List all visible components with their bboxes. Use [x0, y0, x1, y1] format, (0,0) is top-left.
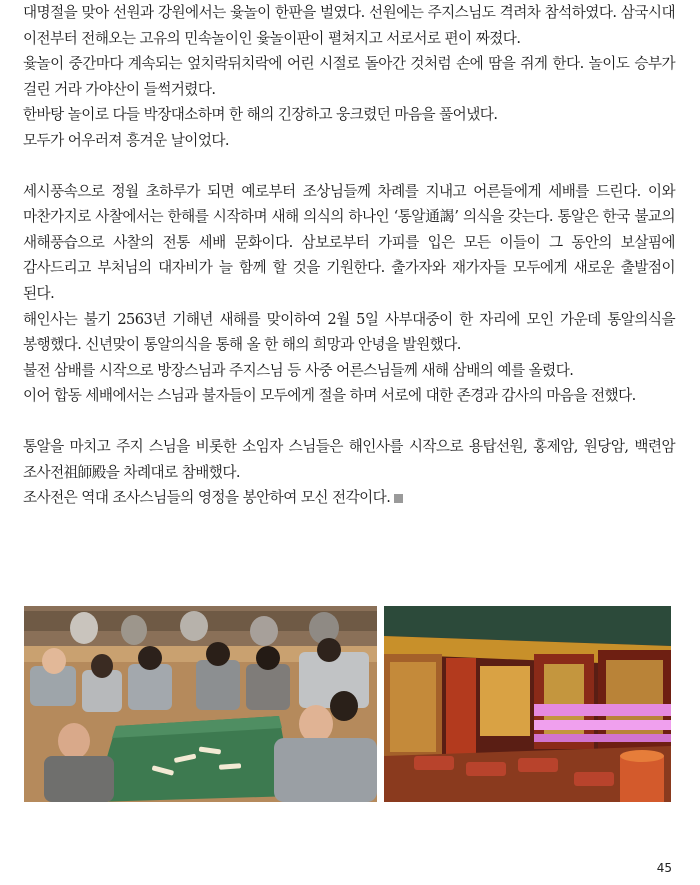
text-line: 해인사는 불기 2563년 기해년 새해를 맞이하여 2월 5일 사부대중이 한 자리에 모인 가운데 통알의식을 봉행했다. 신년맞이 통알의식을 통해 올 한 해의 희망과 안녕을 발원했다.	[23, 310, 675, 354]
text-line: 이어 합동 세배에서는 스님과 불자들이 모두에게 절을 하며 서로에 대한 존경과 감사의 마음을 전했다.	[23, 387, 636, 405]
article-body	[23, 0, 675, 511]
text-line: 한바탕 놀이로 다들 박장대소하며 한 해의 긴장하고 웅크렸던 마음을 풀어냈다.	[23, 106, 498, 124]
paragraph-tongal	[23, 179, 675, 409]
page-number: 45	[656, 861, 672, 875]
photo-yunnori-illustration	[24, 606, 377, 802]
photo-temple-hall	[384, 606, 671, 802]
text-line: 모두가 어우러져 흥겨운 날이었다.	[23, 131, 230, 149]
photo-yunnori-game	[24, 606, 377, 802]
text-line	[23, 485, 675, 511]
paragraph-yunnori	[23, 0, 675, 154]
text-line: 통알을 마치고 주지 스님을 비롯한 소임자 스님들은 해인사를 시작으로 용탑선원, 홍제암, 원당암, 백련암 조사전祖師殿을 차례대로 참배했다.	[23, 437, 675, 481]
photo-temple-illustration	[384, 606, 671, 802]
text-line: 불전 삼배를 시작으로 방장스님과 주지스님 등 사중 어른스님들께 새해 삼배의 예를 올렸다.	[23, 361, 574, 379]
text-line: 대명절을 맞아 선원과 강원에서는 윷놀이 한판을 벌였다. 선원에는 주지스님도 격려차 참석하였다. 삼국시대 이전부터 전해오는 고유의 민속놀이인 윷놀이판이 펼쳐지고 서로서로 편이 짜졌다.	[23, 4, 675, 47]
text-line: 윷놀이 중간마다 계속되는 엎치락뒤치락에 어린 시절로 돌아간 것처럼 손에 땀을 쥐게 한다. 놀이도 승부가 걸린 거라 가야산이 들썩거렸다.	[23, 55, 675, 98]
text-line-content: 조사전은 역대 조사스님들의 영정을 봉안하여 모신 전각이다.	[23, 489, 391, 507]
end-mark-icon	[394, 494, 403, 503]
paragraph-josajeon	[23, 434, 675, 511]
text-line: 세시풍속으로 정월 초하루가 되면 예로부터 조상님들께 차례를 지내고 어른들에게 세배를 드린다. 이와 마찬가지로 사찰에서는 한해를 시작하며 새해 의식의 하나인 ‘통알通謁’ 의식을 갖는다. 통알은 한국 불교의 새해풍습으로 사찰의 전통 세배 문화이다. 삼보로부터 가피를 입은 모든 이들이 그 동안의 보살핌에 감사드리고 부처님의 대자비가 늘 함께 할 것을 기원한다. 출가자와 재가자들 모두에게 새로운 출발점이 된다.	[23, 182, 675, 302]
